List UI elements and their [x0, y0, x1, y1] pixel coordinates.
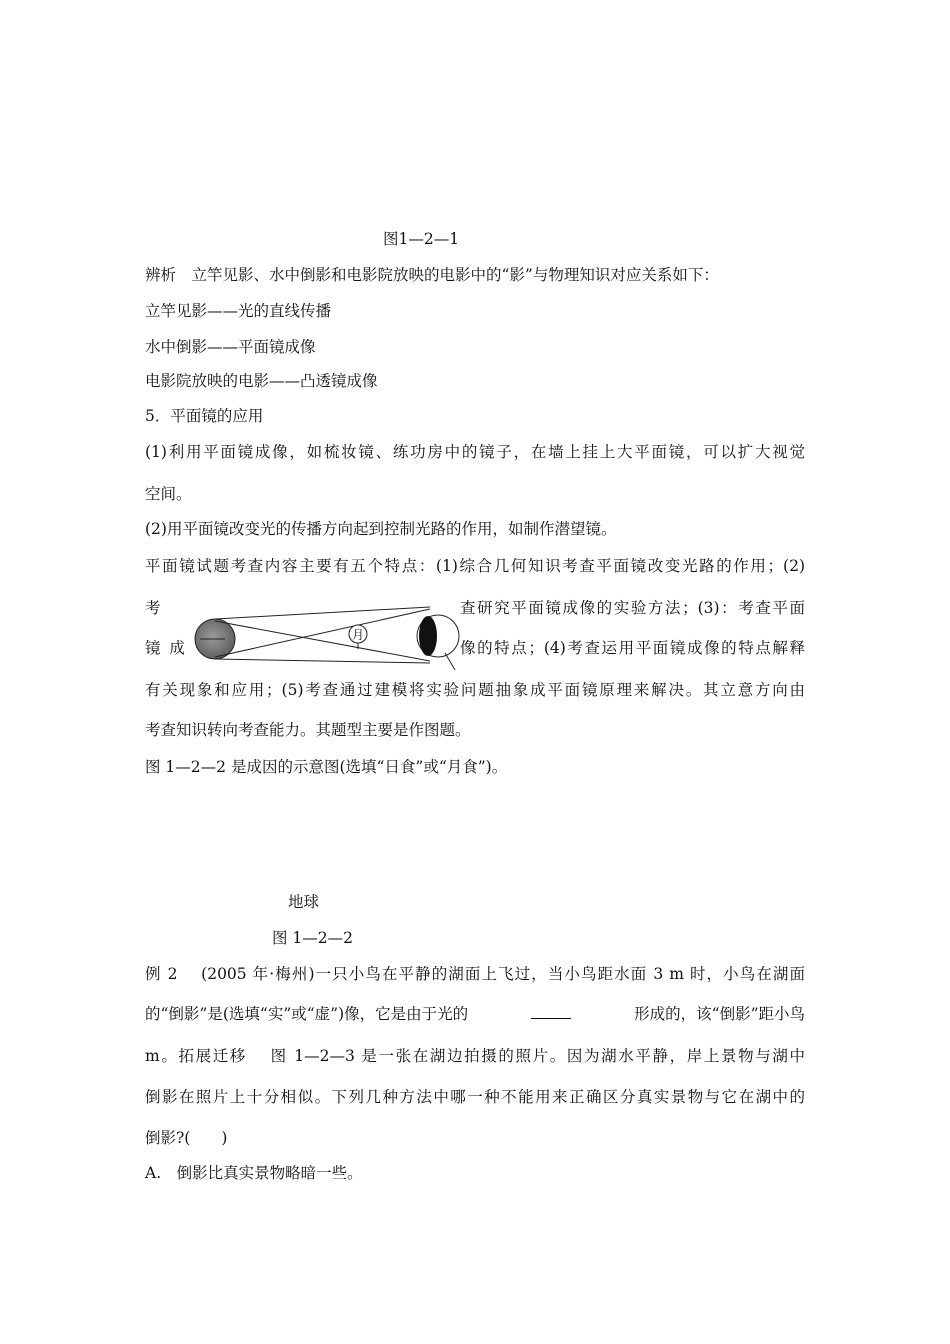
analysis-line-2: 立竿见影——光的直线传播 — [145, 302, 332, 320]
figure-caption-1: 图1—2—1 — [383, 230, 460, 248]
answer-blank — [531, 1004, 571, 1019]
example-2-line-5: 倒影?( ) — [145, 1129, 228, 1147]
features-line-2-left: 考 — [145, 599, 161, 617]
option-a: A. 倒影比真实景物略暗一些。 — [145, 1164, 363, 1182]
lunar-eclipse-diagram — [190, 603, 465, 673]
example-2-line-2-part-b: 形成的，该“倒影”距小鸟 — [634, 1005, 805, 1023]
section-5-heading: 5．平面镜的应用 — [145, 407, 264, 425]
example-2-line-2-part-a: 的“倒影”是(选填“实”或“虚”)像，它是由于光的 — [145, 1005, 469, 1023]
earth-label-leader — [445, 653, 455, 670]
features-line-3-right: 像的特点；(4)考查运用平面镜成像的特点解释 — [460, 639, 805, 657]
figure-caption-2: 图 1—2—2 — [272, 929, 354, 947]
example-2-line-1: 例 2 (2005 年·梅州)一只小鸟在平静的湖面上飞过，当小鸟距水面 3 m 时，小鸟在湖面 — [145, 965, 805, 983]
analysis-line-3: 水中倒影——平面镜成像 — [145, 338, 316, 356]
features-line-4: 有关现象和应用；(5)考查通过建模将实验问题抽象成平面镜原理来解决。其立意方向由 — [145, 681, 805, 699]
example-2-line-4: 倒影在照片上十分相似。下列几种方法中哪一种不能用来正确区分真实景物与它在湖中的 — [145, 1088, 805, 1106]
section-5-item-1-line-2: 空间。 — [145, 485, 192, 503]
features-line-2-right: 查研究平面镜成像的实验方法；(3)：考查平面 — [460, 599, 805, 617]
analysis-line-4: 电影院放映的电影——凸透镜成像 — [145, 372, 378, 390]
example-2-line-3: m。拓展迁移 图 1—2—3 是一张在湖边拍摄的照片。因为湖水平静，岸上景物与湖中 — [145, 1047, 805, 1065]
earth-shadow — [419, 616, 437, 656]
analysis-line-1: 辨析 立竿见影、水中倒影和电影院放映的电影中的“影”与物理知识对应关系如下： — [145, 266, 719, 284]
earth-label: 地球 — [288, 893, 320, 911]
features-line-3-left: 镜 成 — [145, 639, 187, 657]
figure-2-question: 图 1—2—2 是成因的示意图(选填“日食”或“月食”)。 — [145, 758, 508, 776]
section-5-item-2: (2)用平面镜改变光的传播方向起到控制光路的作用，如制作潜望镜。 — [145, 520, 617, 538]
features-line-1: 平面镜试题考查内容主要有五个特点：(1)综合几何知识考查平面镜改变光路的作用；(2) — [145, 557, 805, 575]
section-5-item-1-line-1: (1)利用平面镜成像，如梳妆镜、练功房中的镜子，在墙上挂上大平面镜，可以扩大视觉 — [145, 443, 805, 461]
moon-label: 月 — [351, 628, 365, 642]
features-line-5: 考查知识转向考查能力。其题型主要是作图题。 — [145, 721, 471, 739]
example-2-line-2 — [145, 1004, 805, 1024]
